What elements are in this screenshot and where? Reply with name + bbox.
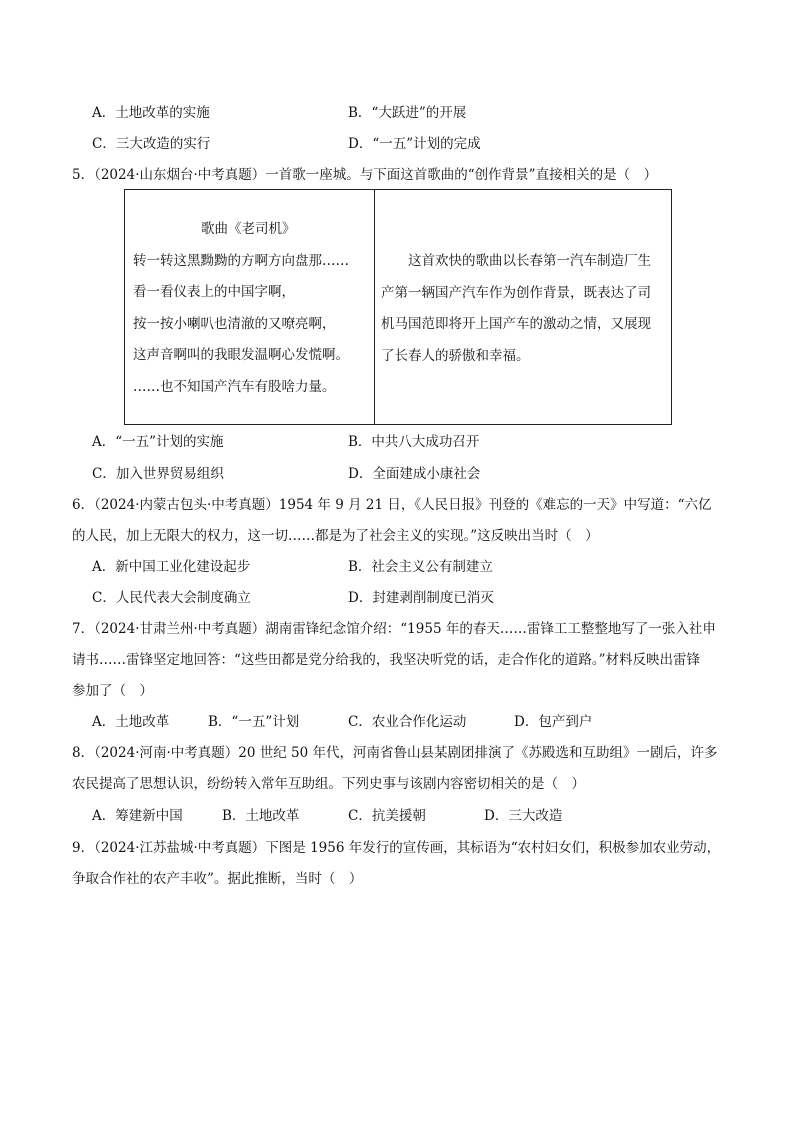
q6-stem-line1: 6．（2024·内蒙古包头·中考真题）1954 年 9 月 21 日，《人民日报》刊登的《难忘的一天》中写道：“六亿 (72, 497, 712, 513)
q7-stem-line3: 参加了（ ） (72, 683, 153, 699)
q7-stem-line1: 7．（2024·甘肃兰州·中考真题）湖南雷锋纪念馆介绍：“1955 年的春天……雷锋工工整整地写了一张入社申 (72, 621, 716, 637)
q5-option-d[interactable]: D．全面建成小康社会 (348, 466, 481, 482)
q8-stem-line2: 农民提高了思想认识，纷纷转入常年互助组。下列史事与该剧内容密切相关的是（ ） (72, 776, 585, 792)
q9-stem-line1: 9．（2024·江苏盐城·中考真题）下图是 1956 年发行的宣传画，其标语为“农村妇女们，积极参加农业劳动， (72, 840, 721, 856)
q8-option-b[interactable]: B．土地改革 (222, 808, 300, 824)
q4-option-a[interactable]: A．土地改革的实施 (92, 105, 210, 121)
q8-option-a[interactable]: A．筹建新中国 (92, 808, 183, 824)
q7-option-c[interactable]: C．农业合作化运动 (348, 714, 467, 730)
q7-option-b[interactable]: B．“一五”计划 (208, 714, 300, 730)
q4-option-b[interactable]: B．“大跃进”的开展 (348, 105, 467, 121)
lyric-line: 看一看仪表上的中国字啊， (133, 284, 295, 300)
q9-stem-line2: 争取合作社的农产丰收”。据此推断，当时（ ） (72, 871, 363, 887)
song-lyrics-cell (125, 190, 375, 424)
q7-stem-line2: 请书……雷锋坚定地回答：“这些田都是党分给我的，我坚决听党的话，走合作化的道路。”材料反映出雷锋 (72, 652, 701, 668)
lyric-line: 按一按小喇叭也清澈的又嘹亮啊， (133, 315, 336, 332)
q7-option-d[interactable]: D．包产到户 (514, 714, 593, 730)
q5-option-b[interactable]: B．中共八大成功召开 (348, 434, 480, 450)
q6-stem-line2: 的人民，加上无限大的权力，这一切……都是为了社会主义的实现。”这反映出当时（ ） (72, 528, 599, 544)
q8-stem-line1: 8．（2024·河南·中考真题）20 世纪 50 年代，河南省鲁山县某剧团排演了《苏殿选和互助组》一剧后，许多 (72, 745, 718, 761)
lyric-line: ……也不知国产汽车有股啥力量。 (133, 378, 336, 395)
q8-option-c[interactable]: C．抗美援朝 (348, 808, 426, 824)
lyric-line: 转一转这黑黝黝的方啊方向盘那…… (133, 252, 349, 269)
q6-option-a[interactable]: A．新中国工业化建设起步 (92, 559, 251, 575)
q6-option-c[interactable]: C．人民代表大会制度确立 (92, 590, 251, 606)
q7-option-a[interactable]: A．土地改革 (92, 714, 170, 730)
q4-option-d[interactable]: D．“一五”计划的完成 (348, 136, 481, 152)
q5-option-c[interactable]: C．加入世界贸易组织 (92, 466, 224, 482)
q6-option-d[interactable]: D．封建剥削制度已消灭 (348, 590, 494, 606)
q5-material-table (124, 189, 672, 425)
creation-background-cell (375, 190, 671, 424)
creation-background-text: 这首欢快的歌曲以长春第一汽车制造厂生产第一辆国产汽车作为创作背景，既表达了司机马国范即将开上国产车的激动之情，又展现了长春人的骄傲和幸福。 (381, 253, 651, 364)
q4-option-c[interactable]: C．三大改造的实行 (92, 136, 211, 152)
q6-option-b[interactable]: B．社会主义公有制建立 (348, 559, 493, 575)
song-title: 歌曲《老司机》 (201, 221, 296, 237)
q8-option-d[interactable]: D．三大改造 (484, 808, 563, 824)
lyric-line: 这声音啊叫的我眼发温啊心发慌啊。 (133, 347, 349, 363)
q5-option-a[interactable]: A．“一五”计划的实施 (92, 434, 224, 450)
q5-stem: 5．（2024·山东烟台·中考真题）一首歌一座城。与下面这首歌曲的“创作背景”直接相关的是（ ） (72, 167, 658, 183)
